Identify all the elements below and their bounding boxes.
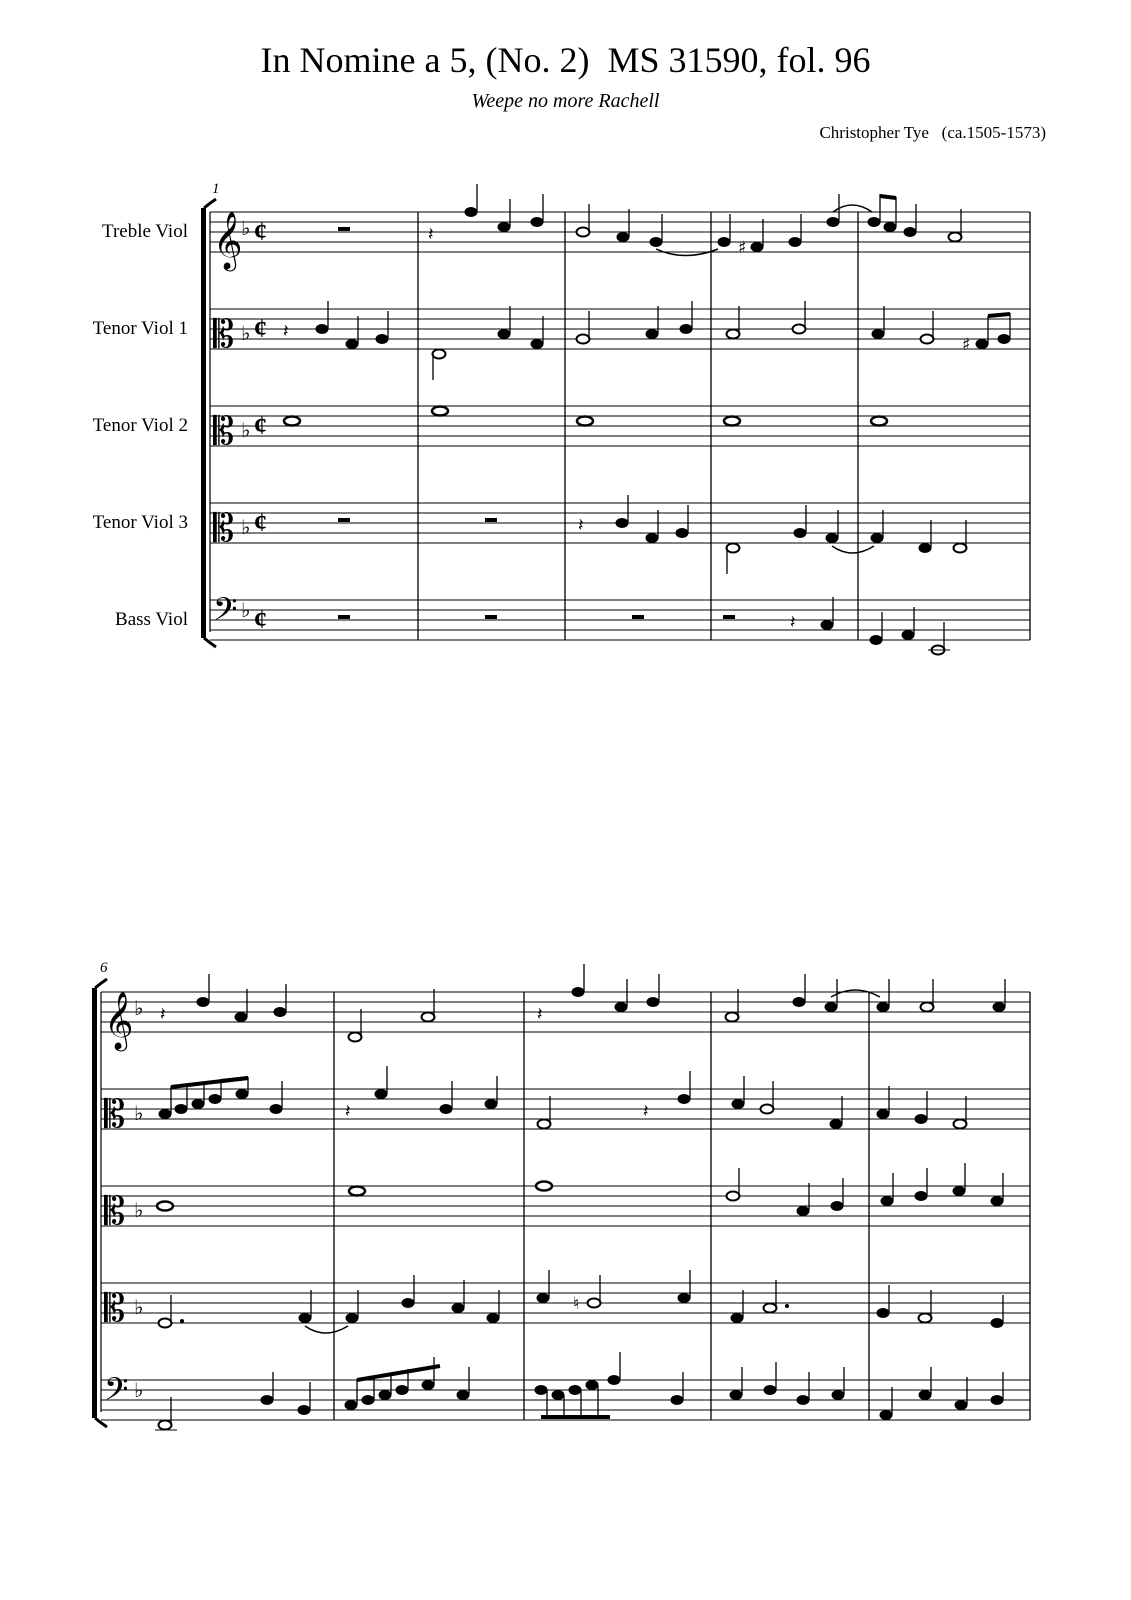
- half-rest-icon: [485, 518, 497, 522]
- quarter-rest-icon: 𝄽: [160, 1004, 166, 1025]
- system-2: [92, 960, 1030, 1430]
- notes-tenor-viol-3: [159, 1270, 1004, 1333]
- staff-tenor-viol-2: [210, 406, 1030, 446]
- bass-clef-icon: 𝄢: [104, 1371, 129, 1415]
- notes-tenor-viol-2: [157, 1163, 1003, 1216]
- composer-credit: Christopher Tye (ca.1505-1573): [819, 123, 1046, 142]
- time-signature: ¢: [254, 217, 267, 246]
- staff-tenor-viol-1: [210, 309, 1030, 349]
- notes-bass-viol: [155, 1352, 1003, 1430]
- instrument-label: Treble Viol: [102, 221, 188, 242]
- instrument-label: Tenor Viol 3: [92, 512, 188, 533]
- bass-clef-icon: 𝄢: [213, 591, 238, 635]
- alto-clef-icon: 𝄡: [213, 409, 235, 453]
- dot: [180, 1319, 184, 1323]
- measure-number: 6: [100, 960, 108, 976]
- flat-icon: ♭: [241, 321, 251, 345]
- flat-icon: ♭: [134, 1378, 144, 1402]
- treble-clef-icon: 𝄞: [213, 211, 243, 269]
- page-subtitle: Weepe no more Rachell: [471, 90, 660, 112]
- sharp-icon: ♯: [962, 335, 971, 355]
- instrument-label: Tenor Viol 1: [92, 318, 188, 339]
- quarter-rest-icon: 𝄽: [643, 1101, 649, 1122]
- dot: [785, 1304, 789, 1308]
- quarter-rest-icon: 𝄽: [790, 612, 796, 633]
- flat-icon: ♭: [134, 1198, 144, 1222]
- half-rest-icon: [338, 518, 350, 522]
- flat-icon: ♭: [134, 1101, 144, 1125]
- quarter-rest-icon: 𝄽: [283, 321, 289, 342]
- quarter-rest-icon: 𝄽: [537, 1004, 543, 1025]
- page-title: In Nomine a 5, (No. 2) MS 31590, fol. 96: [260, 40, 871, 80]
- half-rest-icon: [338, 227, 350, 231]
- flat-icon: ♭: [134, 1295, 144, 1319]
- instrument-label: Bass Viol: [115, 609, 188, 630]
- alto-clef-icon: 𝄡: [213, 312, 235, 356]
- flat-icon: ♭: [241, 418, 251, 442]
- flat-icon: ♭: [241, 216, 251, 240]
- natural-icon: ♮: [573, 1294, 580, 1314]
- staff-treble-viol: [101, 992, 1030, 1032]
- notes-tenor-viol-3: [338, 495, 967, 574]
- treble-clef-icon: 𝄞: [104, 991, 134, 1049]
- instrument-label: Tenor Viol 2: [92, 415, 188, 436]
- flat-icon: ♭: [241, 515, 251, 539]
- time-signature: ¢: [254, 314, 267, 343]
- alto-clef-icon: 𝄡: [104, 1286, 126, 1330]
- notes-treble-viol: [338, 184, 962, 258]
- quarter-rest-icon: 𝄽: [428, 224, 434, 245]
- alto-clef-icon: 𝄡: [104, 1189, 126, 1233]
- notes-tenor-viol-1: [283, 301, 1010, 380]
- half-rest-icon: [338, 615, 350, 619]
- flat-icon: ♭: [134, 996, 144, 1020]
- sharp-icon: ♯: [738, 238, 747, 258]
- half-rest-icon: [723, 615, 735, 619]
- alto-clef-icon: 𝄡: [213, 506, 235, 550]
- flat-icon: ♭: [241, 598, 251, 622]
- quarter-rest-icon: 𝄽: [578, 515, 584, 536]
- notes-treble-viol: [160, 964, 1005, 1042]
- staff-tenor-viol-3: [101, 1283, 1030, 1323]
- time-signature: ¢: [254, 411, 267, 440]
- half-rest-icon: [632, 615, 644, 619]
- quarter-rest-icon: 𝄽: [345, 1101, 351, 1122]
- tie: [831, 990, 880, 997]
- time-signature: ¢: [254, 508, 267, 537]
- time-signature: ¢: [254, 605, 267, 634]
- measure-number: 1: [212, 181, 220, 197]
- system-1: [93, 181, 1030, 655]
- tie: [832, 546, 874, 553]
- tie: [305, 1326, 348, 1333]
- staff-tenor-viol-2: [101, 1186, 1030, 1226]
- alto-clef-icon: 𝄡: [104, 1092, 126, 1136]
- half-rest-icon: [485, 615, 497, 619]
